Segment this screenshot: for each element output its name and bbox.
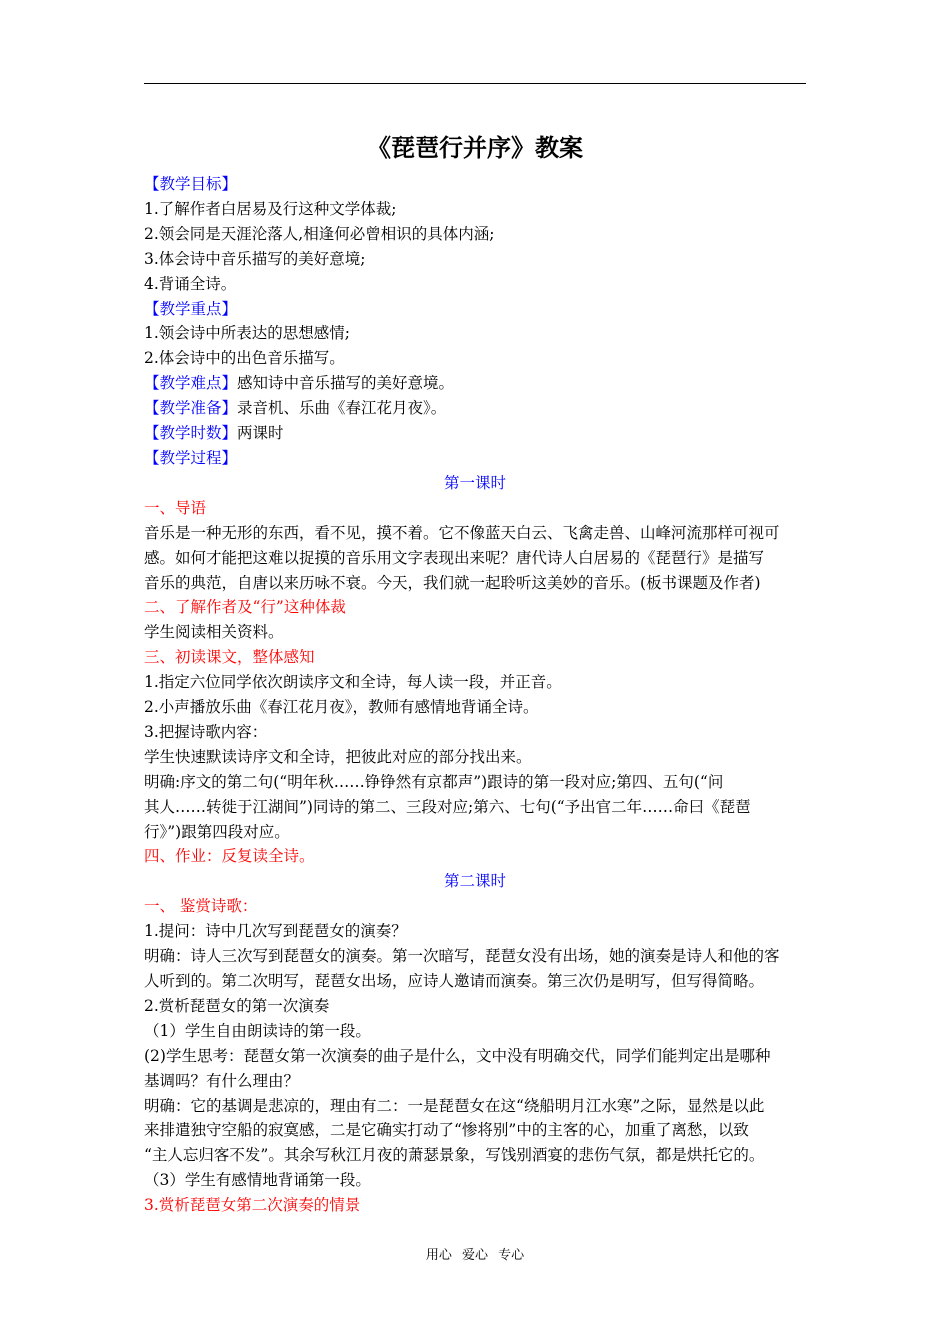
text-line <box>144 869 806 894</box>
text-line <box>144 994 806 1019</box>
page-footer: 用心 爱心 专心 <box>425 1248 525 1263</box>
text-line <box>144 1168 806 1193</box>
line-text: 【教学时数】 <box>144 424 238 443</box>
text-line <box>144 695 806 720</box>
text-line <box>144 745 806 770</box>
line-rest-text: 两课时 <box>237 424 284 443</box>
text-line <box>144 1193 806 1218</box>
text-line <box>144 645 806 670</box>
line-text: 1.领会诗中所表达的思想感情; <box>144 324 351 343</box>
line-text: 【教学难点】 <box>144 374 238 393</box>
line-text: 2.赏析琵琶女的第一次演奏 <box>144 996 330 1015</box>
line-text: 行》”)跟第四段对应。 <box>144 822 290 841</box>
line-text: 学生阅读相关资料。 <box>144 623 284 642</box>
line-text: 人听到的。第二次明写，琵琶女出场，应诗人邀请而演奏。第三次仍是明写，但写得简略。 <box>144 972 765 990</box>
line-text: 三、初读课文，整体感知 <box>144 648 315 667</box>
text-line <box>144 172 806 197</box>
line-rest-text: 感知诗中音乐描写的美好意境。 <box>237 374 455 393</box>
line-text: “主人忘归客不发”。其余写秋江月夜的萧瑟景象，写饯别酒宴的悲伤气氛，都是烘托它的。 <box>144 1146 765 1165</box>
text-line <box>144 272 806 297</box>
line-text: （3）学生有感情地背诵第一段。 <box>144 1171 371 1190</box>
line-text: 【教学重点】 <box>144 299 238 318</box>
line-text: 3.把握诗歌内容： <box>144 722 268 741</box>
text-line <box>144 546 806 571</box>
line-text: 明确:序文的第二句(“明年秋……铮铮然有京都声”)跟诗的第一段对应;第四、五句(“问 <box>144 772 724 791</box>
document-body <box>144 172 806 1218</box>
line-text: （1）学生自由朗读诗的第一段。 <box>144 1021 371 1040</box>
text-line <box>144 371 806 396</box>
text-line <box>144 496 806 521</box>
line-text: 明确：它的基调是悲凉的，理由有二：一是琵琶女在这“绕船明月江水寒”之际，显然是以此 <box>144 1096 765 1115</box>
text-line <box>144 1118 806 1143</box>
line-text: 1.了解作者白居易及行这种文学体裁; <box>144 199 397 218</box>
line-rest-text: 录音机、乐曲《春江花月夜》。 <box>237 399 447 418</box>
text-line <box>144 919 806 944</box>
text-line <box>144 670 806 695</box>
text-line <box>144 894 806 919</box>
text-line <box>144 1019 806 1044</box>
text-line <box>144 1044 806 1069</box>
line-text: 2.体会诗中的出色音乐描写。 <box>144 349 345 368</box>
text-line <box>144 595 806 620</box>
text-line <box>144 197 806 222</box>
text-line <box>144 1094 806 1119</box>
line-text: 1.提问：诗中几次写到琵琶女的演奏？ <box>144 922 407 941</box>
line-text: 第二课时 <box>443 872 506 891</box>
text-line <box>144 620 806 645</box>
line-text: 学生快速默读诗序文和全诗，把彼此对应的部分找出来。 <box>144 747 532 766</box>
text-line <box>144 770 806 795</box>
line-text: 【教学过程】 <box>144 448 238 467</box>
text-line <box>144 247 806 272</box>
document-title: 《琵琶行并序》教案 <box>367 134 583 162</box>
line-text: 音乐是一种无形的东西，看不见，摸不着。它不像蓝天白云、飞禽走兽、山峰河流那样可视可 <box>144 523 780 542</box>
line-text: 音乐的典范，自唐以来历咏不衰。今天，我们就一起聆听这美妙的音乐。(板书课题及作者) <box>144 573 761 592</box>
text-line <box>144 820 806 845</box>
line-text: 【教学目标】 <box>144 175 238 193</box>
header-rule <box>144 83 806 84</box>
line-text: 二、了解作者及“行”这种体裁 <box>144 598 346 617</box>
line-text: 4.背诵全诗。 <box>144 274 237 293</box>
line-text: 四、作业：反复读全诗。 <box>144 847 315 866</box>
line-text: 第一课时 <box>443 473 506 492</box>
text-line <box>144 944 806 969</box>
text-line <box>144 222 806 247</box>
text-line <box>144 969 806 994</box>
line-text: 来排遣独守空船的寂寞感，二是它确实打动了“惨将别”中的主客的心，加重了离愁，以致 <box>144 1121 749 1140</box>
line-text: 2.小声播放乐曲《春江花月夜》，教师有感情地背诵全诗。 <box>144 698 539 717</box>
line-text: 1.指定六位同学依次朗读序文和全诗，每人读一段，并正音。 <box>144 673 562 692</box>
text-line <box>144 396 806 421</box>
text-line <box>144 346 806 371</box>
line-text: 【教学准备】 <box>144 399 238 418</box>
line-text: 3.赏析琵琶女第二次演奏的情景 <box>144 1196 361 1215</box>
line-text: 明确：诗人三次写到琵琶女的演奏。第一次暗写，琵琶女没有出场，她的演奏是诗人和他的客 <box>144 947 780 966</box>
text-line <box>144 795 806 820</box>
line-text: 2.领会同是天涯沦落人,相逢何必曾相识的具体内涵; <box>144 224 495 243</box>
line-text: 感。如何才能把这难以捉摸的音乐用文字表现出来呢？唐代诗人白居易的《琵琶行》是描写 <box>144 548 765 567</box>
text-line <box>144 297 806 322</box>
line-text: 其人……转徙于江湖间”)同诗的第二、三段对应;第六、七句(“予出官二年……命曰《琵琶 <box>144 797 751 816</box>
text-line <box>144 321 806 346</box>
line-text: 一、 鉴赏诗歌： <box>144 897 258 916</box>
text-line <box>144 471 806 496</box>
text-line <box>144 1069 806 1094</box>
text-line <box>144 421 806 446</box>
text-line <box>144 571 806 596</box>
text-line <box>144 1143 806 1168</box>
line-text: 一、导语 <box>144 498 207 517</box>
text-line <box>144 844 806 869</box>
line-text: 3.体会诗中音乐描写的美好意境; <box>144 249 366 268</box>
text-line <box>144 446 806 471</box>
line-text: (2)学生思考：琵琶女第一次演奏的曲子是什么，文中没有明确交代，同学们能判定出是哪种 <box>144 1046 771 1065</box>
line-text: 基调吗？有什么理由？ <box>144 1071 300 1090</box>
text-line <box>144 720 806 745</box>
text-line <box>144 521 806 546</box>
